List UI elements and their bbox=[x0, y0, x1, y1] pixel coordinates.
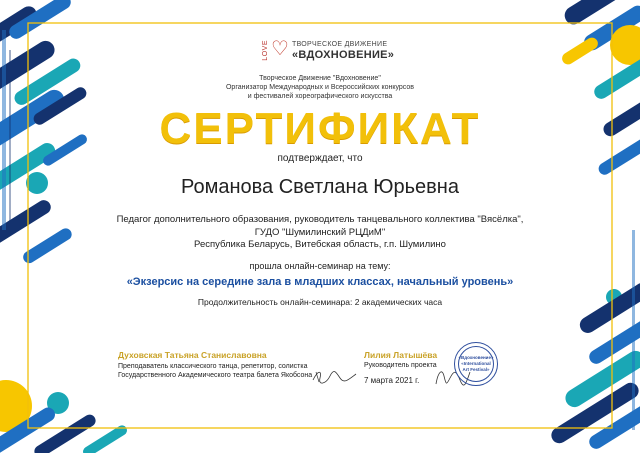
organizer-line-2: Организатор Международных и Всероссийских конкурсов bbox=[225, 84, 414, 91]
left-signer-role-line-1: Преподаватель классического танца, репетитор, солистка bbox=[118, 363, 308, 370]
issue-date: 7 марта 2021 г. bbox=[364, 376, 420, 385]
organization-seal bbox=[454, 342, 498, 386]
left-signature-image bbox=[310, 366, 358, 386]
organizer-line-3: и фестивалей хореографического искусства bbox=[247, 93, 393, 100]
seal-line-2: «International bbox=[461, 361, 491, 366]
left-signer-role-line-2: Государственного Академического театра балета Якобсона bbox=[118, 372, 313, 379]
recipient-details bbox=[100, 214, 540, 252]
logo-line-1: ТВОРЧЕСКОЕ ДВИЖЕНИЕ bbox=[292, 41, 388, 48]
details-line-3: Республика Беларусь, Витебская область, г.п. Шумилино bbox=[194, 239, 446, 250]
seminar-topic: «Экзерсис на середине зала в младших классах, начальный уровень» bbox=[126, 276, 514, 288]
left-signer-role bbox=[118, 362, 338, 380]
details-line-1: Педагог дополнительного образования, руководитель танцевального коллектива "Вясёлка", bbox=[116, 214, 524, 225]
logo-love-text: LOVE bbox=[262, 40, 269, 61]
details-line-2: ГУДО "Шумилинский РЦДиМ" bbox=[254, 226, 386, 238]
organizer-line-1: Творческое Движение "Вдохновение" bbox=[259, 75, 381, 82]
right-decoration bbox=[548, 0, 640, 451]
certificate-title: СЕРТИФИКАТ bbox=[159, 104, 481, 153]
seminar-duration: Продолжительность онлайн-семинара: 2 академических часа bbox=[197, 297, 443, 307]
right-signer-name: Лилия Латышёва bbox=[364, 350, 438, 360]
right-signer-role: Руководитель проекта bbox=[364, 362, 437, 369]
left-signer-name: Духовская Татьяна Станиславовна bbox=[118, 350, 267, 360]
movement-logo bbox=[262, 38, 402, 64]
recipient-name: Романова Светлана Юрьевна bbox=[181, 176, 459, 198]
passed-text: прошла онлайн-семинар на тему: bbox=[249, 261, 391, 271]
heart-icon: ♡ bbox=[271, 38, 289, 60]
logo-line-2: «ВДОХНОВЕНИЕ» bbox=[292, 49, 395, 61]
organizer-info bbox=[200, 74, 440, 101]
seal-line-1: «Вдохновение» bbox=[458, 355, 494, 360]
confirms-text: подтверждает, что bbox=[277, 153, 363, 164]
seal-line-3: Art Festival» bbox=[462, 367, 490, 372]
